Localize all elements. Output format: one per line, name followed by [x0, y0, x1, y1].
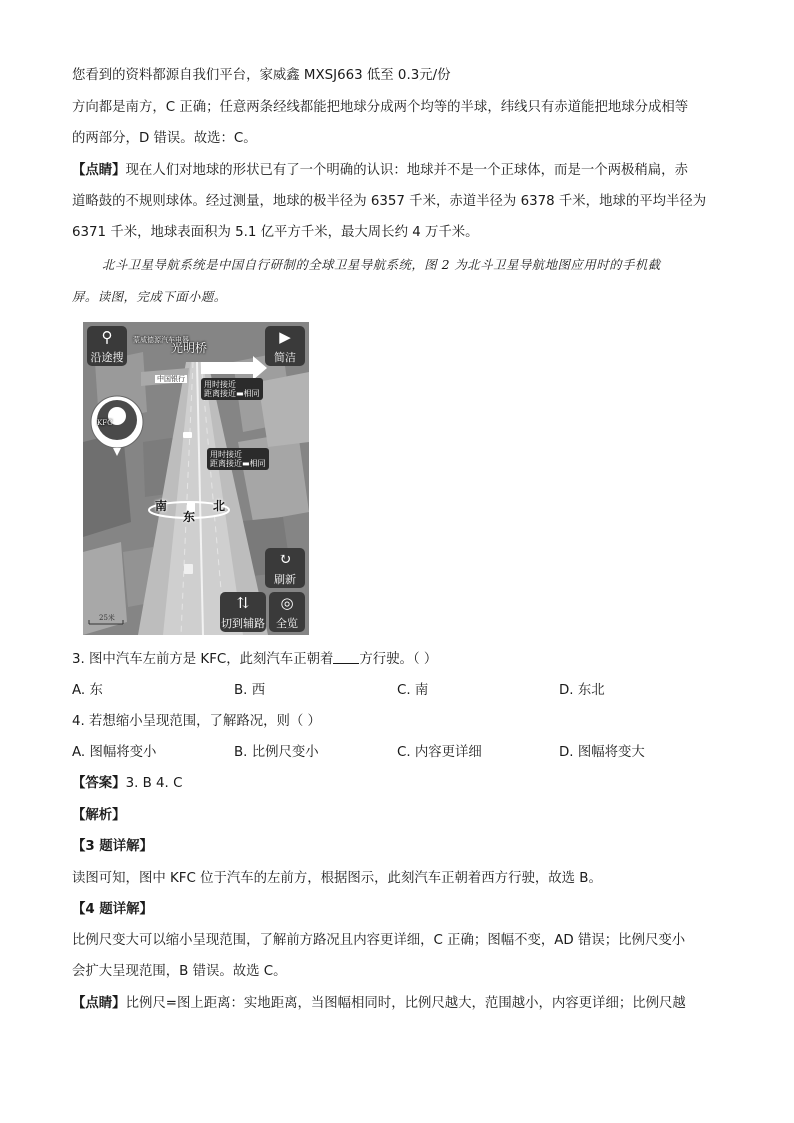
dianjing2-line — [72, 994, 722, 1014]
intro-line-2: 屏。读图，完成下面小题。 — [72, 289, 227, 304]
q3-detail-text: 读图可知，图中 KFC 位于汽车的左前方，根据图示，此刻汽车正朝着西方行驶，故选 B。 — [72, 871, 602, 886]
route-bubble-2-line-1: 用时接近 — [210, 450, 242, 459]
map-background — [83, 322, 309, 635]
q4-option-d: D. 图幅将变大 — [559, 745, 645, 760]
q3-option-a: A. 东 — [72, 683, 103, 698]
q3-stem — [72, 650, 722, 670]
q3-option-c: C. 南 — [397, 683, 429, 698]
road-icon: ⇅ — [236, 594, 250, 612]
route-bubble-1[interactable] — [201, 378, 263, 400]
sound-mode-label: 简洁 — [274, 351, 296, 364]
dianjing1-text-1: 现在人们对地球的形状已有了一个明确的认识：地球并不是一个正球体，而是一个两极稍扁，赤 — [125, 163, 688, 178]
q4-detail-tag: 【4 题详解】 — [72, 902, 153, 917]
answer-text: 3. B 4. C — [125, 776, 183, 791]
q3-detail-tag: 【3 题详解】 — [72, 839, 153, 854]
q4-stem: 4. 若想缩小呈现范围，了解路况，则（ ） — [72, 714, 321, 729]
dianjing1-tag: 【点睛】 — [72, 163, 126, 178]
switch-side-road-label: 切到辅路 — [221, 617, 265, 630]
search-along-button[interactable] — [87, 326, 127, 366]
refresh-label: 刷新 — [274, 573, 296, 586]
answer-line — [72, 774, 722, 794]
scale-label: 25米 — [99, 614, 115, 622]
sound-mode-button[interactable] — [265, 326, 305, 366]
search-along-label: 沿途搜 — [90, 351, 124, 364]
dianjing2-text: 比例尺=图上距离：实地距离，当图幅相同时，比例尺越大，范围越小，内容更详细；比例尺越 — [125, 996, 686, 1011]
dianjing2-tag: 【点睛】 — [72, 996, 126, 1011]
dianjing1-line-1 — [72, 161, 722, 181]
dianjing1-line-2: 道略鼓的不规则球体。经过测量，地球的极半径为 6357 千米，赤道半径为 6378 千米，地球的平均半径为 — [72, 194, 707, 209]
road-name-label: 光明桥 — [171, 341, 208, 355]
route-bubble-1-line-2: 距离接近▬相同 — [204, 389, 260, 398]
q4-option-a: A. 图幅将变小 — [72, 745, 157, 760]
kfc-label: KFC — [97, 419, 113, 427]
compass-north-label: 北 — [213, 499, 226, 513]
overview-button[interactable] — [269, 592, 305, 632]
navigation-map-figure — [83, 322, 309, 635]
refresh-icon: ↻ — [278, 550, 292, 568]
route-bubble-2-line-2: 距离接近▬相同 — [210, 459, 266, 468]
q3-option-d: D. 东北 — [559, 683, 605, 698]
route-bubble-2[interactable] — [207, 448, 269, 470]
q4-detail-line-1: 比例尺变大可以缩小呈现范围，了解前方路况且内容更详细，C 正确；图幅不变，AD 错误；比例尺变小 — [72, 933, 686, 948]
para1-line-1: 方向都是南方，C 正确；任意两条经线都能把地球分成两个均等的半球，纬线只有赤道能把地球分成相等 — [72, 100, 689, 115]
header-line: 您看到的资料都源自我们平台，家威鑫 MXSJ663 低至 0.3元/份 — [72, 68, 451, 83]
para1-line-2: 的两部分，D 错误。故选：C。 — [72, 131, 257, 146]
refresh-button[interactable] — [265, 548, 305, 588]
search-icon: ⚲ — [101, 328, 113, 346]
dianjing1-line-3: 6371 千米，地球表面积为 5.1 亿平方千米，最大周长约 4 万千米。 — [72, 225, 479, 240]
q3-stem-before: 3. 图中汽车左前方是 KFC，此刻汽车正朝着 — [72, 652, 334, 667]
q4-detail-line-2: 会扩大呈现范围，B 错误。故选 C。 — [72, 964, 287, 979]
q4-option-b: B. 比例尺变小 — [234, 745, 319, 760]
compass-east-label: 东 — [183, 510, 196, 524]
q3-option-b: B. 西 — [234, 683, 266, 698]
speaker-icon: ▶ — [279, 328, 291, 346]
q4-option-c: C. 内容更详细 — [397, 745, 482, 760]
q3-blank — [333, 650, 359, 664]
q3-stem-after: 方行驶。（ ） — [359, 652, 438, 667]
bank-label: 中国银行 — [157, 375, 185, 383]
poi-label: 蒙威德源汽车电器 — [133, 336, 189, 344]
switch-side-road-button[interactable] — [220, 592, 266, 632]
overview-label: 全览 — [276, 617, 298, 630]
compass-south-label: 南 — [155, 499, 168, 513]
intro-line-1: 北斗卫星导航系统是中国自行研制的全球卫星导航系统，图 2 为北斗卫星导航地图应用时的手机截 — [102, 257, 661, 272]
answer-tag: 【答案】 — [72, 776, 126, 791]
analysis-tag: 【解析】 — [72, 808, 126, 823]
route-bubble-1-line-1: 用时接近 — [204, 380, 236, 389]
overview-icon: ◎ — [280, 594, 294, 612]
